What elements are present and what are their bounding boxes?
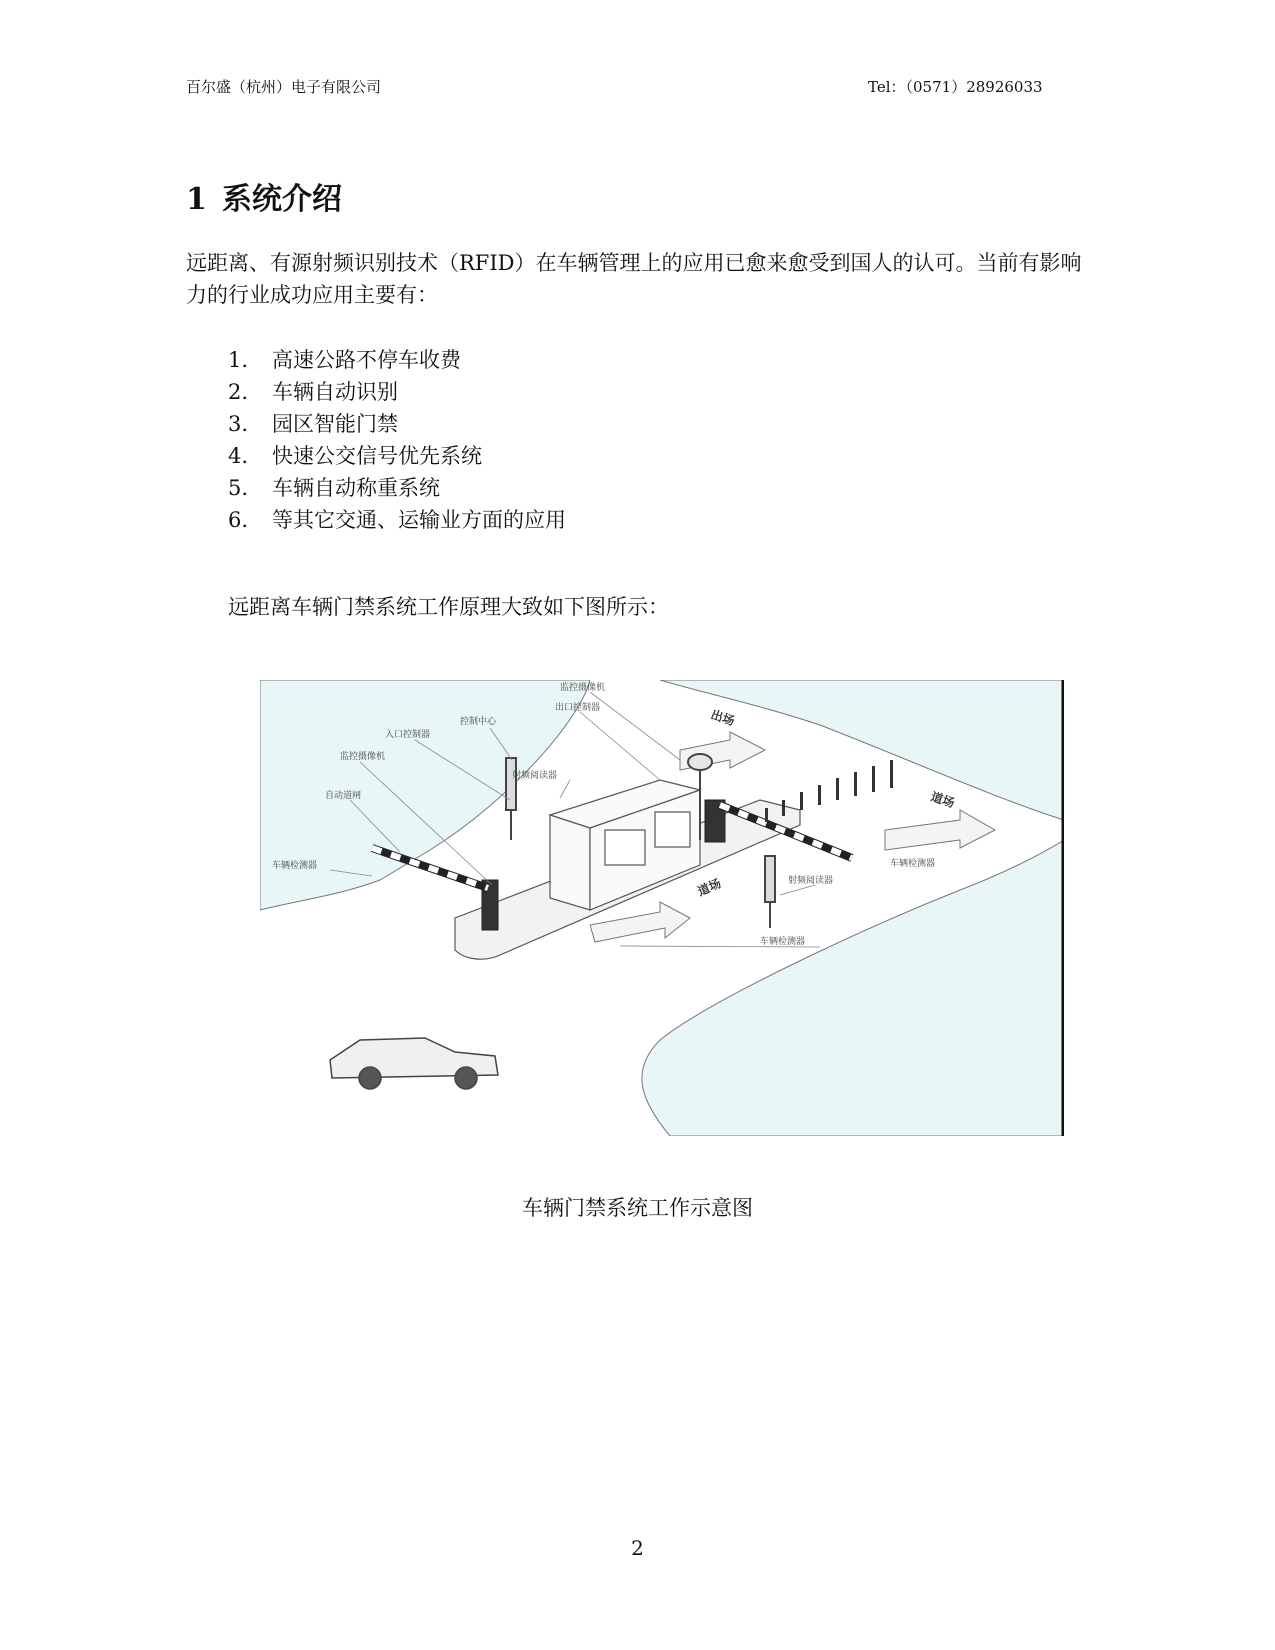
label-road-center: 道场 [695, 876, 724, 899]
header-tel: Tel：（0571）28926033 [868, 78, 1043, 96]
list-item [228, 344, 566, 376]
list-item-number: 3. [228, 412, 249, 436]
section-title: 系统介绍 [222, 182, 342, 217]
list-item-text: 快速公交信号优先系统 [272, 444, 482, 468]
label-entry-controller: 入口控制器 [385, 730, 431, 740]
page-number: 2 [631, 1536, 644, 1560]
header-company: 百尔盛（杭州）电子有限公司 [186, 78, 382, 96]
intro-paragraph: 远距离、有源射频识别技术（RFID）在车辆管理上的应用已愈来愈受到国人的认可。当前有影响力的行业成功应用主要有： [186, 251, 1082, 307]
label-vehicle-detector-left: 车辆检测器 [272, 861, 318, 871]
list-item-number: 4. [228, 444, 249, 468]
list-item-number: 2. [228, 380, 249, 404]
list-item [228, 440, 566, 472]
label-rf-reader-right: 射频阅读器 [788, 876, 834, 886]
label-vehicle-detector-bottom: 车辆检测器 [760, 937, 806, 947]
label-exit-in: 出场 [709, 707, 737, 729]
list-item-text: 高速公路不停车收费 [272, 348, 461, 372]
list-item-text: 等其它交通、运输业方面的应用 [272, 508, 566, 532]
label-control-center: 控制中心 [460, 717, 497, 727]
label-road-right: 道场 [929, 789, 957, 811]
list-item [228, 472, 566, 504]
label-rf-reader-left: 射频阅读器 [512, 771, 558, 781]
label-monitor-camera-top: 监控摄像机 [560, 683, 606, 693]
list-item [228, 376, 566, 408]
label-monitor-camera-left: 监控摄像机 [340, 752, 386, 762]
section-number: 1 [186, 182, 207, 217]
list-item [228, 504, 566, 536]
gate-system-diagram [260, 680, 1064, 1136]
section-heading [186, 174, 342, 218]
label-auto-gate: 自动道闸 [325, 791, 362, 801]
applications-list [228, 344, 566, 536]
list-item-number: 1. [228, 348, 249, 372]
list-item-text: 园区智能门禁 [272, 412, 398, 436]
list-item-number: 6. [228, 508, 249, 532]
list-item [228, 408, 566, 440]
label-exit-controller: 出口控制器 [555, 703, 601, 713]
diagram-intro: 远距离车辆门禁系统工作原理大致如下图所示： [228, 595, 669, 619]
figure-caption: 车辆门禁系统工作示意图 [522, 1196, 753, 1220]
list-item-text: 车辆自动称重系统 [272, 476, 440, 500]
list-item-number: 5. [228, 476, 249, 500]
list-item-text: 车辆自动识别 [272, 380, 398, 404]
label-vehicle-detector-right: 车辆检测器 [890, 859, 936, 869]
